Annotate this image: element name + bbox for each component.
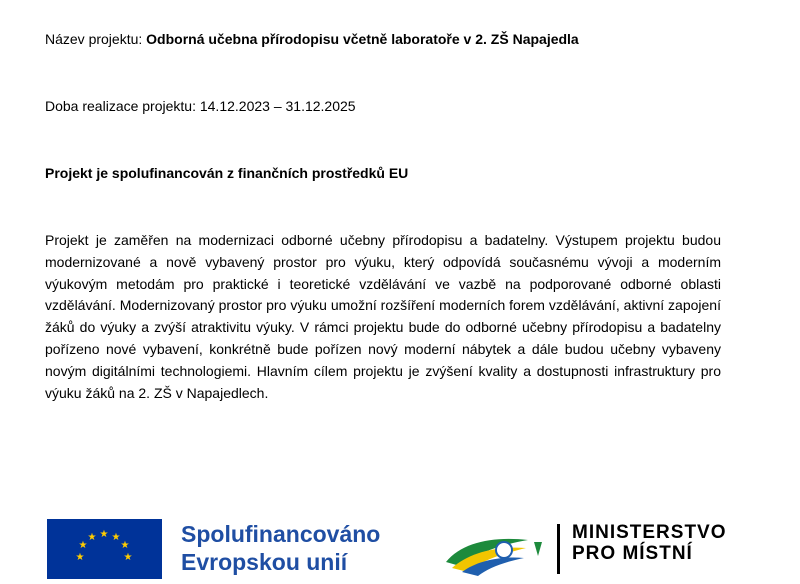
funding-statement: Projekt je spolufinancován z finančních prostředků EU [45,165,409,181]
svg-text:★: ★ [111,532,121,543]
eu-stars-icon [47,519,162,579]
mmr-line2: PRO MÍSTNÍ [572,543,693,564]
mmr-logo-text [572,522,727,564]
project-name-line [45,31,579,47]
project-name-label: Název projektu: [45,31,147,47]
svg-text:★: ★ [120,540,130,551]
mmr-logo-icon [442,526,552,576]
logo-strip [0,510,800,575]
svg-text:★: ★ [123,552,133,563]
svg-text:★: ★ [99,529,109,540]
svg-text:★: ★ [78,540,88,551]
eu-text-line2: Evropskou unií [181,549,348,575]
svg-text:★: ★ [75,552,85,563]
eu-cofunded-text [181,520,380,576]
eu-text-line1: Spolufinancováno [181,521,381,547]
project-period: Doba realizace projektu: 14.12.2023 – 31.12.2025 [45,98,356,114]
eu-flag-logo [47,519,162,579]
mmr-line1: MINISTERSTVO [572,522,727,543]
project-description: Projekt je zaměřen na modernizaci odborné učebny přírodopisu a badatelny. Výstupem projektu budou modernizované a nově vybavený prostor pro výuku, který odpovídá současnému vývoji a moderním výukovým metodám pro praktické i teoretické vzdělávání ve vazbě na podporované odborné oblasti vzdělávání. Modernizovaný prostor pro výuku umožní rozšíření moderních forem vzdělávání, aktivní zapojení žáků do výuky a zvýší atraktivitu výuky. V rámci projektu bude do odborné učebny přírodopisu a badatelny pořízeno nové vybavení, konkrétně bude pořízen nový moderní nábytek a dále budou učebny vybaveny novým digitálními technologiemi. Hlavním cílem projektu je zvýšení kvality a dostupnosti infrastruktury pro výuku žáků na 2. ZŠ v Napajedlech. [45,232,721,401]
svg-text:★: ★ [87,532,97,543]
project-name-value: Odborná učebna přírodopisu včetně laboratoře v 2. ZŠ Napajedla [146,31,579,47]
mmr-divider [557,524,560,574]
